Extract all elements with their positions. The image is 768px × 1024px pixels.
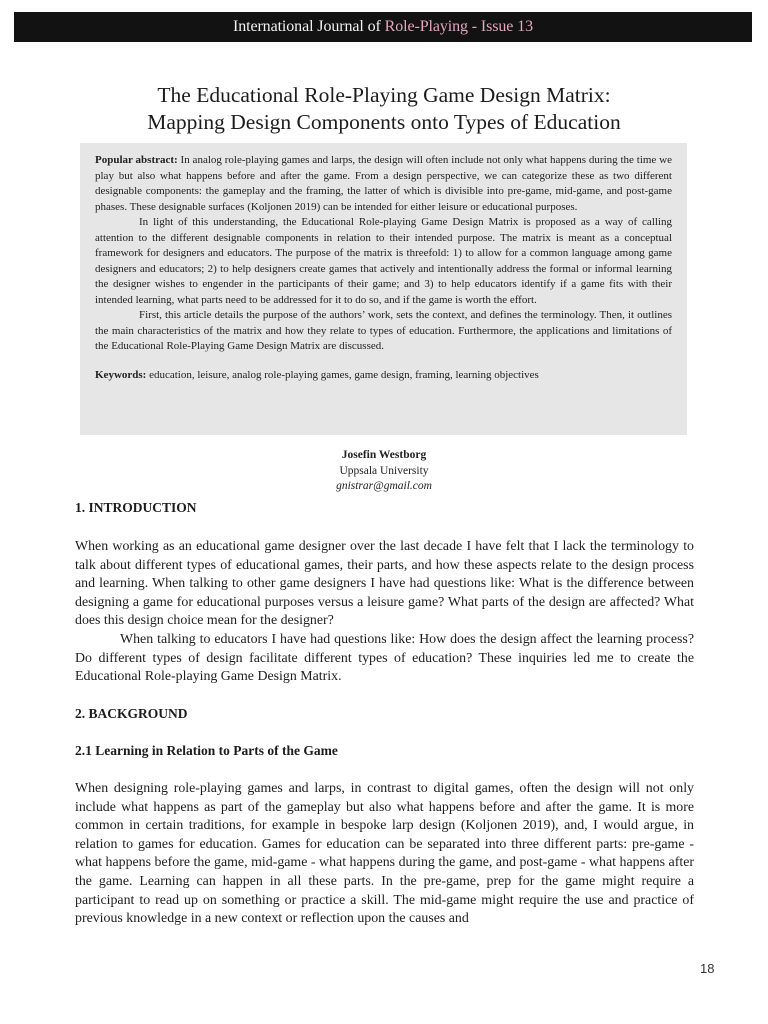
- abstract-box: [80, 143, 687, 435]
- keywords-label: Keywords:: [95, 368, 147, 381]
- keywords: [95, 368, 672, 384]
- background-text: [75, 780, 694, 929]
- background-paragraph-1: When designing role-playing games and larps, in contrast to digital games, often the design will not only include what happens as part of the gameplay but also what happens before and after the game. It is more common in certain traditions, for example in bespoke larp design (Koljonen 2019), and, I would argue, in relation to games for education. Games for education can be separated into three different parts: pre-game - what happens before the game, mid-game - what happens during the game, and post-game - what happens after the game. Learning can happen in all these parts. In the pre-game, prep for the game might require a participant to read up on something or practice a skill. The mid-game might require the use and practice of previous knowledge in a new context or reflection upon the causes and: [75, 781, 694, 927]
- journal-issue: Role-Playing - Issue 13: [384, 18, 534, 35]
- article-title: [0, 82, 768, 136]
- author-affiliation: Uppsala University: [339, 464, 429, 477]
- abstract-paragraph-2: In light of this understanding, the Educational Role-playing Game Design Matrix is proposed as a way of calling attention to the different designable components in relation to their intended purpose. The matrix is meant as a conceptual framework for designers and educators. The purpose of the matrix is threefold: 1) to allow for a common language among game designers and educators; 2) to help designers create games that actively and intentionally address the formal or informal learning the designer wishes to engender in the participants of their game; and 3) to help educators identify if a game fits with their intended learning, what parts need to be addressed for it to do so, and if the game is worth the effort.: [95, 216, 672, 306]
- abstract-label: Popular abstract:: [95, 154, 178, 166]
- author-block: [0, 448, 768, 495]
- author-name: Josefin Westborg: [341, 449, 427, 461]
- intro-paragraph-2: When talking to educators I have had questions like: How does the design affect the learning process? Do different types of design facilitate different types of education? These inquiries led me to create the Educational Role-playing Game Design Matrix.: [75, 631, 694, 685]
- title-line-1: The Educational Role-Playing Game Design Matrix:: [157, 83, 611, 107]
- page-number: 18: [700, 961, 715, 976]
- abstract-text-1: In analog role-playing games and larps, the design will often include not only what happens during the time we play but also what happens before and after the game. From a design perspective, we can categorize these as two different designable components: the gameplay and the framing, the latter of which is divisible into pre-game, mid-game, and post-game phases. These designable surfaces (Koljonen 2019) can be intended for either leisure or educational purposes.: [95, 154, 672, 213]
- section-heading-background: 2. BACKGROUND: [75, 706, 188, 721]
- abstract-paragraph-3: First, this article details the purpose of the authors’ work, sets the context, and defines the terminology. Then, it outlines the main characteristics of the matrix and how they relate to types of education. Furthermore, the applications and limitations of the Educational Role-Playing Game Design Matrix are discussed.: [95, 309, 672, 352]
- author-email: gnistrar@gmail.com: [336, 480, 432, 492]
- keywords-text: education, leisure, analog role-playing games, game design, framing, learning objectives: [146, 368, 539, 381]
- introduction-text: [75, 538, 694, 687]
- title-line-2: Mapping Design Components onto Types of Education: [147, 110, 621, 134]
- journal-name: International Journal of: [232, 18, 385, 35]
- journal-header: [14, 12, 752, 42]
- subsection-heading: 2.1 Learning in Relation to Parts of the Game: [75, 743, 338, 758]
- abstract-paragraph-1: [95, 153, 672, 215]
- section-heading-introduction: 1. INTRODUCTION: [75, 500, 197, 515]
- intro-paragraph-1: When working as an educational game designer over the last decade I have felt that I lack the terminology to talk about different types of educational games, their parts, and how these aspects relate to the design process and learning. When talking to other game designers I have had questions like: What is the difference between designing a game for educational purposes versus a leisure game? What parts of the design are affected? What does this design choice mean for the designer?: [75, 539, 694, 629]
